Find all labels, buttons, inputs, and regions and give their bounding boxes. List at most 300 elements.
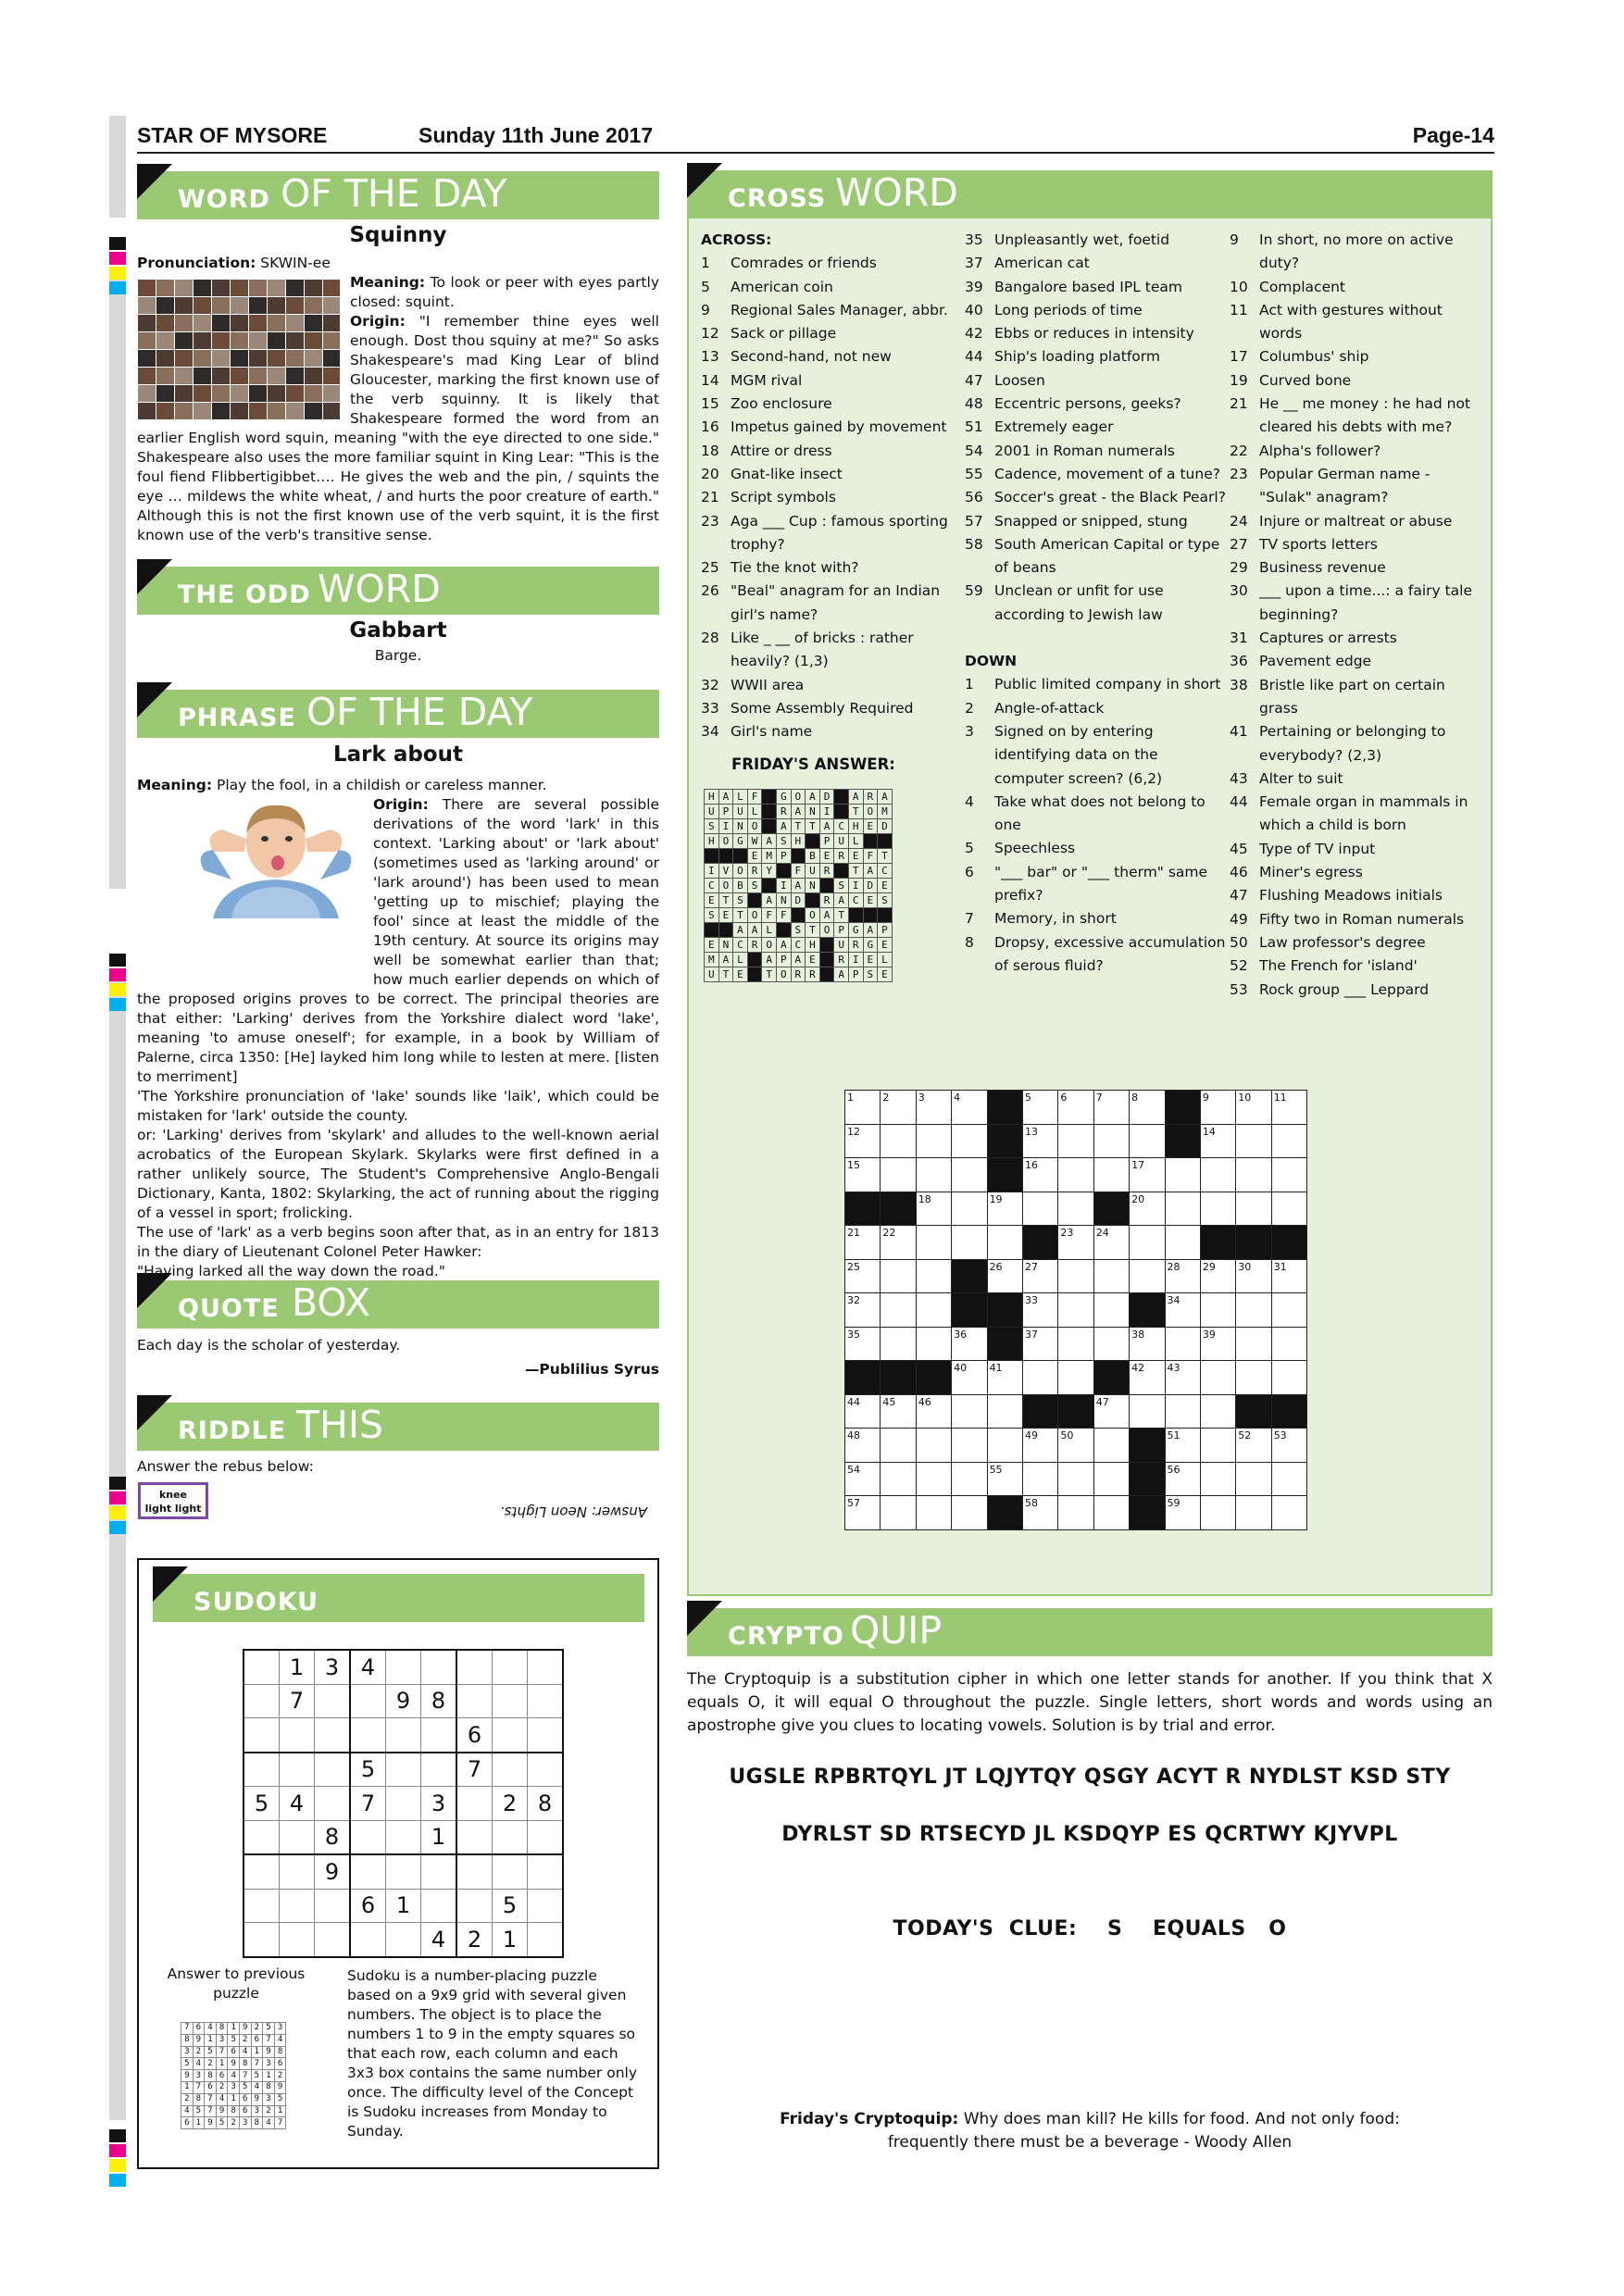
crossword-cell[interactable]: 47 <box>1093 1394 1129 1429</box>
crossword-cell[interactable]: 6 <box>1058 1091 1093 1125</box>
answer-cell <box>819 953 834 967</box>
crossword-cell[interactable] <box>1130 1226 1165 1260</box>
crossword-cell[interactable] <box>1271 1192 1306 1226</box>
answer-cell <box>762 805 777 819</box>
crossword-cell[interactable] <box>1093 1462 1129 1496</box>
crossword-cell[interactable]: 7 <box>1093 1091 1129 1125</box>
sudoku-cell[interactable] <box>386 1854 421 1889</box>
crossword-cell[interactable] <box>1165 1226 1200 1260</box>
crossword-cell[interactable]: 54 <box>845 1462 881 1496</box>
cryptoquip-line-2: DYRLST SD RTSECYD JL KSDQYP ES QCRTWY KJYVPL <box>781 1823 1398 1846</box>
answer-cell: T <box>878 849 893 864</box>
crossword-cell <box>1236 1226 1271 1260</box>
sudoku-cell[interactable] <box>456 1820 493 1854</box>
crossword-cell[interactable]: 57 <box>845 1496 881 1530</box>
answer-cell: A <box>776 938 791 953</box>
answer-cell: A <box>718 953 733 967</box>
sudoku-cell[interactable] <box>244 1684 280 1718</box>
sudoku-cell[interactable] <box>280 1753 315 1787</box>
prev-sudoku-cell: 5 <box>228 2034 240 2046</box>
crossword-cell[interactable]: 51 <box>1165 1429 1200 1463</box>
answer-cell: E <box>848 849 863 864</box>
crossword-cell[interactable] <box>1093 1496 1129 1530</box>
clue-item: 11 Act with gestures without words <box>1230 301 1443 343</box>
fridays-cryptoquip: Friday's Cryptoquip: Why does man kill? He kills for food. And not only food: frequently there must be a beverage - Woody Allen <box>780 2110 1400 2152</box>
answer-cell <box>762 879 777 893</box>
answer-cell: T <box>806 819 820 834</box>
sudoku-cell[interactable] <box>315 1684 351 1718</box>
crossword-cell[interactable]: 28 <box>1165 1259 1200 1293</box>
crossword-cell[interactable]: 4 <box>952 1091 987 1125</box>
prev-sudoku-cell: 8 <box>239 2058 251 2070</box>
sudoku-cell[interactable] <box>315 1923 351 1957</box>
crossword-cell[interactable]: 15 <box>845 1158 881 1192</box>
prev-sudoku-cell: 3 <box>228 2081 240 2093</box>
sudoku-cell[interactable] <box>280 1923 315 1957</box>
crossword-cell[interactable] <box>881 1496 916 1530</box>
sudoku-cell[interactable] <box>493 1684 528 1718</box>
crossword-cell[interactable]: 37 <box>1022 1327 1057 1361</box>
sudoku-cell[interactable] <box>386 1787 421 1821</box>
crossword-cell[interactable] <box>952 1394 987 1429</box>
crossword-cell[interactable] <box>1271 1327 1306 1361</box>
sudoku-cell[interactable] <box>456 1684 493 1718</box>
answer-cell: I <box>848 879 863 893</box>
crossword-cell[interactable]: 9 <box>1200 1091 1235 1125</box>
prev-sudoku-cell: 2 <box>251 2023 263 2035</box>
crossword-cell[interactable]: 18 <box>916 1192 951 1226</box>
crossword-cell[interactable]: 19 <box>987 1192 1022 1226</box>
sudoku-cell[interactable] <box>386 1923 421 1957</box>
crossword-cell[interactable] <box>1200 1462 1235 1496</box>
clue-item: 42 Ebbs or reduces in intensity <box>965 325 1194 343</box>
clue-item: 39 Bangalore based IPL team <box>965 278 1182 295</box>
crossword-cell[interactable] <box>1058 1496 1093 1530</box>
crossword-cell[interactable]: 16 <box>1022 1158 1057 1192</box>
crossword-cell[interactable] <box>881 1259 916 1293</box>
crossword-cell[interactable] <box>1093 1429 1129 1463</box>
crossword-cell[interactable]: 24 <box>1093 1226 1129 1260</box>
crossword-cell[interactable] <box>952 1124 987 1158</box>
crossword-cell[interactable] <box>1236 1462 1271 1496</box>
sudoku-cell[interactable] <box>493 1718 528 1753</box>
sudoku-grid[interactable] <box>243 1649 564 1958</box>
crossword-cell[interactable]: 40 <box>952 1361 987 1395</box>
crossword-cell <box>845 1361 881 1395</box>
crossword-cell[interactable] <box>1271 1496 1306 1530</box>
crossword-cell[interactable] <box>987 1394 1022 1429</box>
crossword-cell[interactable]: 25 <box>845 1259 881 1293</box>
crossword-cell[interactable] <box>881 1124 916 1158</box>
crossword-cell[interactable] <box>1058 1192 1093 1226</box>
crossword-cell[interactable]: 11 <box>1271 1091 1306 1125</box>
answer-cell: R <box>819 893 834 908</box>
crossword-cell[interactable] <box>1236 1293 1271 1328</box>
sudoku-cell[interactable] <box>350 1820 386 1854</box>
crossword-cell[interactable] <box>881 1293 916 1328</box>
sudoku-cell: 4 <box>280 1787 315 1821</box>
crossword-cell[interactable] <box>1271 1158 1306 1192</box>
registration-chip <box>109 2174 126 2187</box>
sudoku-cell[interactable] <box>386 1753 421 1787</box>
sudoku-cell[interactable] <box>528 1650 564 1684</box>
sudoku-cell[interactable] <box>493 1753 528 1787</box>
answer-cell: O <box>718 834 733 849</box>
sudoku-cell[interactable] <box>280 1820 315 1854</box>
crossword-cell[interactable] <box>916 1124 951 1158</box>
crossword-cell[interactable] <box>1093 1158 1129 1192</box>
sudoku-cell[interactable] <box>280 1854 315 1889</box>
crossword-cell[interactable] <box>916 1496 951 1530</box>
crossword-cell[interactable]: 33 <box>1022 1293 1057 1328</box>
answer-cell: I <box>705 864 719 879</box>
header-rule <box>137 152 1494 154</box>
crossword-cell[interactable] <box>1200 1158 1235 1192</box>
sudoku-cell[interactable] <box>456 1889 493 1923</box>
crossword-cell <box>1130 1293 1165 1328</box>
crossword-cell[interactable] <box>1022 1462 1057 1496</box>
prev-sudoku-cell: 7 <box>274 2117 286 2129</box>
prev-sudoku-cell: 1 <box>274 2105 286 2117</box>
crossword-cell[interactable]: 48 <box>845 1429 881 1463</box>
crossword-cell[interactable]: 2 <box>881 1091 916 1125</box>
crossword-cell[interactable] <box>1236 1361 1271 1395</box>
crossword-cell[interactable] <box>1236 1496 1271 1530</box>
answer-cell: L <box>762 923 777 938</box>
crossword-cell[interactable]: 56 <box>1165 1462 1200 1496</box>
clue-item: 23 Popular German name - "Sulak" anagram? <box>1230 465 1430 506</box>
answer-cell: T <box>733 908 748 923</box>
crossword-cell[interactable] <box>1200 1394 1235 1429</box>
clue-item: 8 Dropsy, excessive accumulation of serous fluid? <box>965 933 1226 974</box>
clue-item: 23 Aga ___ Cup : famous sporting trophy? <box>701 512 948 553</box>
crossword-cell[interactable] <box>916 1158 951 1192</box>
crossword-cell[interactable]: 53 <box>1271 1429 1306 1463</box>
prev-sudoku-cell: 7 <box>193 2081 205 2093</box>
crossword-cell[interactable]: 45 <box>881 1394 916 1429</box>
sudoku-cell[interactable] <box>421 1718 457 1753</box>
answer-cell: A <box>762 893 777 908</box>
crossword-cell[interactable] <box>881 1327 916 1361</box>
sudoku-cell[interactable] <box>315 1787 351 1821</box>
sudoku-cell[interactable] <box>456 1787 493 1821</box>
crossword-cell[interactable] <box>916 1462 951 1496</box>
crossword-cell[interactable] <box>1058 1293 1093 1328</box>
answer-cell: G <box>863 938 878 953</box>
answer-cell: R <box>834 849 849 864</box>
prev-sudoku-cell: 6 <box>251 2034 263 2046</box>
crossword-cell[interactable] <box>1130 1394 1165 1429</box>
crossword-cell[interactable] <box>1058 1158 1093 1192</box>
crossword-cell[interactable]: 12 <box>845 1124 881 1158</box>
crossword-cell[interactable]: 39 <box>1200 1327 1235 1361</box>
crossword-cell[interactable]: 34 <box>1165 1293 1200 1328</box>
clue-item: 9 Regional Sales Manager, abbr. <box>701 301 948 318</box>
crossword-cell[interactable] <box>1058 1124 1093 1158</box>
crossword-cell[interactable] <box>1130 1124 1165 1158</box>
crossword-cell[interactable] <box>1165 1327 1200 1361</box>
prev-sudoku-cell: 2 <box>274 2070 286 2082</box>
answer-cell: T <box>718 967 733 982</box>
crossword-cell[interactable] <box>1236 1124 1271 1158</box>
crossword-cell[interactable]: 1 <box>845 1091 881 1125</box>
crossword-cell[interactable] <box>1058 1259 1093 1293</box>
sudoku-cell[interactable] <box>493 1650 528 1684</box>
crossword-cell[interactable] <box>1022 1361 1057 1395</box>
prev-sudoku-cell: 4 <box>274 2034 286 2046</box>
sudoku-cell[interactable] <box>493 1820 528 1854</box>
sudoku-cell[interactable] <box>528 1753 564 1787</box>
sudoku-cell[interactable] <box>528 1923 564 1957</box>
crossword-cell[interactable]: 23 <box>1058 1226 1093 1260</box>
answer-cell: A <box>863 923 878 938</box>
crossword-cell[interactable]: 29 <box>1200 1259 1235 1293</box>
crossword-cell[interactable] <box>916 1226 951 1260</box>
crossword-cell <box>916 1361 951 1395</box>
crossword-cell[interactable]: 49 <box>1022 1429 1057 1463</box>
crossword-cell[interactable] <box>1093 1124 1129 1158</box>
sudoku-cell[interactable] <box>244 1718 280 1753</box>
crossword-cell[interactable]: 22 <box>881 1226 916 1260</box>
crossword-cell <box>1130 1462 1165 1496</box>
prev-sudoku-cell: 8 <box>251 2117 263 2129</box>
crossword-cell[interactable] <box>1058 1462 1093 1496</box>
clue-item: 30 ___ upon a time...: a fairy tale beginning? <box>1230 582 1473 623</box>
prev-sudoku-cell: 7 <box>205 2093 217 2105</box>
sudoku-cell[interactable] <box>421 1650 457 1684</box>
sudoku-cell[interactable] <box>421 1753 457 1787</box>
crossword-cell[interactable] <box>1271 1293 1306 1328</box>
crossword-cell[interactable] <box>952 1226 987 1260</box>
prev-sudoku-cell: 1 <box>263 2070 275 2082</box>
crossword-cell[interactable] <box>1200 1361 1235 1395</box>
crossword-cell[interactable] <box>1236 1327 1271 1361</box>
crossword-cell[interactable] <box>881 1158 916 1192</box>
sudoku-cell[interactable] <box>528 1820 564 1854</box>
sudoku-cell: 1 <box>421 1820 457 1854</box>
crossword-cell[interactable] <box>1200 1496 1235 1530</box>
crossword-cell[interactable] <box>1200 1192 1235 1226</box>
answer-cell <box>733 849 748 864</box>
prev-sudoku-cell: 3 <box>181 2046 194 2058</box>
crossword-cell[interactable]: 36 <box>952 1327 987 1361</box>
answer-cell: D <box>819 790 834 805</box>
crossword-cell[interactable]: 27 <box>1022 1259 1057 1293</box>
crossword-cell[interactable] <box>1130 1259 1165 1293</box>
crossword-cell[interactable]: 31 <box>1271 1259 1306 1293</box>
sudoku-cell[interactable] <box>528 1889 564 1923</box>
sudoku-cell[interactable] <box>528 1718 564 1753</box>
clue-item: 16 Impetus gained by movement <box>701 418 947 436</box>
sudoku-cell: 9 <box>386 1684 421 1718</box>
prev-sudoku-cell: 1 <box>228 2093 240 2105</box>
crossword-cell[interactable] <box>1165 1158 1200 1192</box>
crossword-cell[interactable] <box>1200 1293 1235 1328</box>
crossword-cell[interactable] <box>952 1496 987 1530</box>
answer-cell: A <box>834 893 849 908</box>
crossword-cell <box>987 1293 1022 1328</box>
sudoku-cell[interactable] <box>421 1854 457 1889</box>
answer-cell: A <box>762 953 777 967</box>
crossword-cell[interactable]: 42 <box>1130 1361 1165 1395</box>
crossword-cell[interactable]: 38 <box>1130 1327 1165 1361</box>
answer-cell: U <box>834 834 849 849</box>
answer-cell: M <box>878 805 893 819</box>
crossword-cell[interactable] <box>1093 1293 1129 1328</box>
clue-item: 51 Extremely eager <box>965 418 1114 436</box>
answer-cell: M <box>762 849 777 864</box>
answer-cell: E <box>705 893 719 908</box>
crossword-cell[interactable] <box>1271 1361 1306 1395</box>
crossword-cell[interactable]: 26 <box>987 1259 1022 1293</box>
prev-sudoku-cell: 7 <box>181 2023 194 2035</box>
odd-word-title: Gabbart <box>349 618 447 643</box>
sudoku-cell[interactable] <box>350 1684 386 1718</box>
answer-cell: T <box>834 908 849 923</box>
crossword-cell[interactable]: 41 <box>987 1361 1022 1395</box>
sudoku-cell[interactable] <box>350 1923 386 1957</box>
sudoku-cell[interactable] <box>493 1854 528 1889</box>
crossword-cell[interactable] <box>1271 1462 1306 1496</box>
crossword-cell[interactable] <box>987 1429 1022 1463</box>
crossword-cell[interactable] <box>952 1462 987 1496</box>
sudoku-cell[interactable] <box>386 1650 421 1684</box>
clue-heading: DOWN <box>965 653 1018 670</box>
crossword-cell[interactable] <box>881 1429 916 1463</box>
answer-cell: A <box>863 864 878 879</box>
crossword-cell[interactable]: 17 <box>1130 1158 1165 1192</box>
answer-cell: C <box>848 893 863 908</box>
crossword-cell[interactable]: 20 <box>1130 1192 1165 1226</box>
answer-cell: A <box>718 790 733 805</box>
prev-sudoku-cell: 6 <box>239 2093 251 2105</box>
clue-item: 40 Long periods of time <box>965 301 1143 318</box>
clue-item: 9 In short, no more on active duty? <box>1230 231 1454 272</box>
crossword-cell[interactable]: 43 <box>1165 1361 1200 1395</box>
crossword-cell[interactable] <box>916 1259 951 1293</box>
answer-cell: S <box>705 908 719 923</box>
clue-item: 43 Alter to suit <box>1230 769 1343 787</box>
crossword-cell[interactable] <box>1271 1124 1306 1158</box>
crossword-cell[interactable] <box>1165 1394 1200 1429</box>
crossword-cell[interactable]: 8 <box>1130 1091 1165 1125</box>
crossword-cell[interactable]: 21 <box>845 1226 881 1260</box>
prev-sudoku-cell: 4 <box>239 2046 251 2058</box>
sudoku-cell[interactable] <box>244 1854 280 1889</box>
crossword-cell[interactable]: 58 <box>1022 1496 1057 1530</box>
crossword-cell[interactable] <box>1022 1192 1057 1226</box>
crossword-cell[interactable] <box>952 1429 987 1463</box>
crossword-grid[interactable] <box>844 1090 1307 1530</box>
crossword-cell[interactable]: 50 <box>1058 1429 1093 1463</box>
sudoku-cell[interactable] <box>528 1854 564 1889</box>
sudoku-cell[interactable] <box>315 1718 351 1753</box>
rebus-box <box>138 1482 208 1519</box>
sudoku-cell[interactable] <box>244 1923 280 1957</box>
crossword-cell[interactable] <box>1165 1192 1200 1226</box>
crossword-cell[interactable]: 55 <box>987 1462 1022 1496</box>
crossword-cell[interactable] <box>1093 1259 1129 1293</box>
answer-cell: E <box>863 819 878 834</box>
crossword-cell[interactable]: 35 <box>845 1327 881 1361</box>
answer-cell <box>705 923 719 938</box>
crossword-cell <box>1022 1226 1057 1260</box>
crossword-cell[interactable] <box>987 1226 1022 1260</box>
crossword-cell[interactable] <box>1236 1158 1271 1192</box>
crossword-cell[interactable] <box>916 1327 951 1361</box>
crossword-cell[interactable] <box>1093 1327 1129 1361</box>
prev-sudoku-cell: 3 <box>263 2058 275 2070</box>
sudoku-cell[interactable] <box>456 1854 493 1889</box>
crossword-cell[interactable]: 52 <box>1236 1429 1271 1463</box>
sudoku-cell[interactable] <box>350 1854 386 1889</box>
crossword-cell[interactable]: 10 <box>1236 1091 1271 1125</box>
crossword-cell[interactable] <box>1200 1429 1235 1463</box>
sudoku-cell[interactable] <box>315 1889 351 1923</box>
answer-cell: A <box>791 805 806 819</box>
sudoku-cell[interactable] <box>386 1820 421 1854</box>
paper-name: STAR OF MYSORE <box>137 123 328 147</box>
answer-cell: I <box>718 819 733 834</box>
crossword-cell[interactable]: 5 <box>1022 1091 1057 1125</box>
crossword-cell <box>845 1192 881 1226</box>
answer-cell <box>762 819 777 834</box>
crossword-cell[interactable]: 3 <box>916 1091 951 1125</box>
registration-chip <box>109 1491 126 1504</box>
prev-sudoku-cell: 3 <box>274 2023 286 2035</box>
crossword-cell[interactable] <box>881 1462 916 1496</box>
registration-chip <box>109 1506 126 1519</box>
sudoku-cell[interactable] <box>244 1650 280 1684</box>
answer-cell: A <box>791 953 806 967</box>
sudoku-cell[interactable] <box>244 1820 280 1854</box>
crossword-cell[interactable] <box>916 1429 951 1463</box>
crossword-cell[interactable]: 30 <box>1236 1259 1271 1293</box>
prev-sudoku-cell: 2 <box>239 2034 251 2046</box>
crossword-cell[interactable] <box>952 1158 987 1192</box>
crossword-cell[interactable]: 59 <box>1165 1496 1200 1530</box>
sudoku-cell[interactable] <box>350 1718 386 1753</box>
prev-sudoku-cell: 7 <box>205 2105 217 2117</box>
crossword-cell[interactable]: 13 <box>1022 1124 1057 1158</box>
crossword-cell[interactable]: 44 <box>845 1394 881 1429</box>
crossword-cell[interactable] <box>916 1293 951 1328</box>
answer-cell: T <box>848 864 863 879</box>
crossword-cell[interactable]: 32 <box>845 1293 881 1328</box>
crossword-cell[interactable] <box>1058 1327 1093 1361</box>
answer-cell: A <box>733 923 748 938</box>
prev-sudoku-cell: 9 <box>193 2034 205 2046</box>
sudoku-cell[interactable] <box>244 1753 280 1787</box>
answer-cell: F <box>791 864 806 879</box>
sudoku-cell[interactable] <box>315 1753 351 1787</box>
sudoku-cell[interactable] <box>456 1650 493 1684</box>
sudoku-cell[interactable] <box>421 1889 457 1923</box>
sudoku-cell[interactable] <box>280 1889 315 1923</box>
registration-chip <box>109 968 126 981</box>
sudoku-cell[interactable] <box>280 1718 315 1753</box>
crossword-cell[interactable] <box>952 1192 987 1226</box>
crossword-cell[interactable]: 46 <box>916 1394 951 1429</box>
sudoku-cell[interactable] <box>528 1684 564 1718</box>
crossword-cell[interactable] <box>1058 1361 1093 1395</box>
crossword-cell <box>881 1192 916 1226</box>
sudoku-cell[interactable] <box>386 1718 421 1753</box>
crossword-cell[interactable] <box>1236 1192 1271 1226</box>
crossword-cell <box>987 1158 1022 1192</box>
crossword-cell[interactable]: 14 <box>1200 1124 1235 1158</box>
sudoku-cell[interactable] <box>244 1889 280 1923</box>
